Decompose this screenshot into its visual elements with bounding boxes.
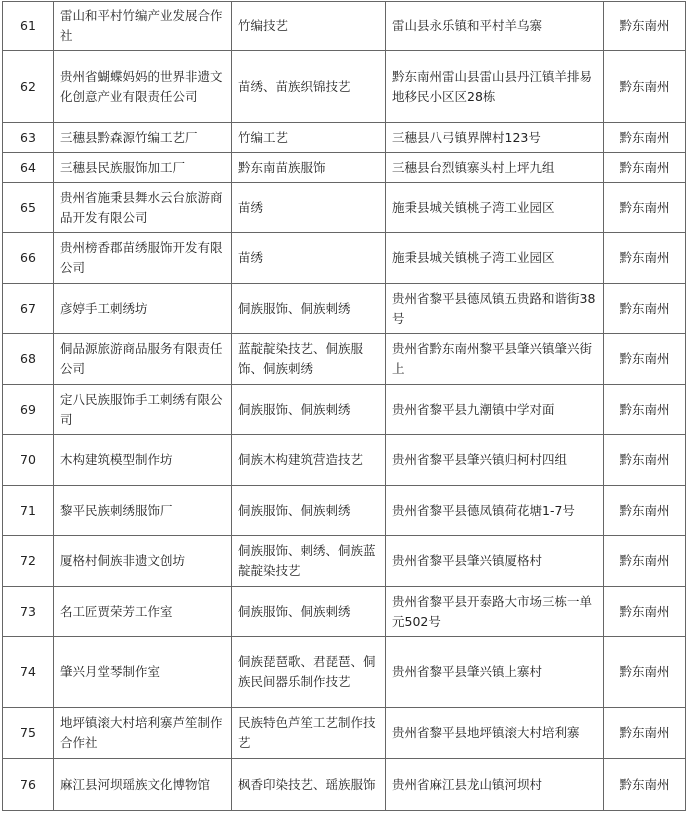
craft-category-cell: 苗绣、苗族织锦技艺 — [232, 51, 386, 123]
row-number-cell: 61 — [3, 2, 54, 51]
enterprise-name-cell: 彦婷手工刺绣坊 — [54, 284, 232, 334]
craft-category-cell: 蓝靛靛染技艺、侗族服饰、侗族刺绣 — [232, 334, 386, 385]
row-number-cell: 73 — [3, 587, 54, 637]
enterprise-name-cell: 麻江县河坝瑶族文化博物馆 — [54, 759, 232, 811]
table-row — [3, 233, 686, 284]
enterprise-name-cell: 贵州榜香郡苗绣服饰开发有限公司 — [54, 233, 232, 284]
table-row — [3, 284, 686, 334]
craft-category-cell: 民族特色芦笙工艺制作技艺 — [232, 708, 386, 759]
table-row — [3, 153, 686, 183]
enterprise-name-cell: 侗品源旅游商品服务有限责任公司 — [54, 334, 232, 385]
enterprise-name-cell: 三穗县民族服饰加工厂 — [54, 153, 232, 183]
address-cell: 施秉县城关镇桃子湾工业园区 — [386, 183, 604, 233]
row-number-cell: 65 — [3, 183, 54, 233]
address-cell: 贵州省黎平县九潮镇中学对面 — [386, 385, 604, 435]
address-cell: 雷山县永乐镇和平村羊乌寨 — [386, 2, 604, 51]
row-number-cell: 70 — [3, 435, 54, 486]
row-number-cell: 76 — [3, 759, 54, 811]
prefecture-cell: 黔东南州 — [604, 385, 686, 435]
row-number-cell: 64 — [3, 153, 54, 183]
table-row — [3, 385, 686, 435]
row-number-cell: 67 — [3, 284, 54, 334]
prefecture-cell: 黔东南州 — [604, 183, 686, 233]
table-row — [3, 183, 686, 233]
row-number-cell: 68 — [3, 334, 54, 385]
prefecture-cell: 黔东南州 — [604, 334, 686, 385]
address-cell: 施秉县城关镇桃子湾工业园区 — [386, 233, 604, 284]
address-cell: 贵州省黎平县德凤镇五贵路和谐街38号 — [386, 284, 604, 334]
prefecture-cell: 黔东南州 — [604, 123, 686, 153]
craft-category-cell: 竹编工艺 — [232, 123, 386, 153]
prefecture-cell: 黔东南州 — [604, 759, 686, 811]
prefecture-cell: 黔东南州 — [604, 51, 686, 123]
craft-category-cell: 侗族服饰、侗族刺绣 — [232, 385, 386, 435]
table-row — [3, 334, 686, 385]
enterprise-name-cell: 雷山和平村竹编产业发展合作社 — [54, 2, 232, 51]
address-cell: 贵州省黎平县德凤镇荷花塘1-7号 — [386, 486, 604, 536]
table-row — [3, 51, 686, 123]
craft-category-cell: 苗绣 — [232, 233, 386, 284]
prefecture-cell: 黔东南州 — [604, 233, 686, 284]
table-row — [3, 637, 686, 708]
enterprise-name-cell: 黎平民族刺绣服饰厂 — [54, 486, 232, 536]
address-cell: 贵州省黎平县肇兴镇厦格村 — [386, 536, 604, 587]
enterprise-name-cell: 贵州省蝴蝶妈妈的世界非遗文化创意产业有限责任公司 — [54, 51, 232, 123]
craft-category-cell: 侗族服饰、侗族刺绣 — [232, 587, 386, 637]
address-cell: 贵州省麻江县龙山镇河坝村 — [386, 759, 604, 811]
craft-category-cell: 竹编技艺 — [232, 2, 386, 51]
prefecture-cell: 黔东南州 — [604, 486, 686, 536]
prefecture-cell: 黔东南州 — [604, 587, 686, 637]
enterprise-table — [2, 1, 686, 811]
craft-category-cell: 黔东南苗族服饰 — [232, 153, 386, 183]
craft-category-cell: 侗族木构建筑营造技艺 — [232, 435, 386, 486]
table-row — [3, 587, 686, 637]
craft-category-cell: 枫香印染技艺、瑶族服饰 — [232, 759, 386, 811]
enterprise-name-cell: 定八民族服饰手工刺绣有限公司 — [54, 385, 232, 435]
table-row — [3, 123, 686, 153]
row-number-cell: 72 — [3, 536, 54, 587]
address-cell: 三穗县八弓镇界牌村123号 — [386, 123, 604, 153]
craft-category-cell: 侗族服饰、侗族刺绣 — [232, 486, 386, 536]
table-row — [3, 435, 686, 486]
enterprise-name-cell: 肇兴月堂琴制作室 — [54, 637, 232, 708]
prefecture-cell: 黔东南州 — [604, 637, 686, 708]
enterprise-name-cell: 厦格村侗族非遗文创坊 — [54, 536, 232, 587]
table-row — [3, 486, 686, 536]
row-number-cell: 75 — [3, 708, 54, 759]
enterprise-name-cell: 地坪镇滚大村培利寨芦笙制作合作社 — [54, 708, 232, 759]
craft-category-cell: 侗族服饰、刺绣、侗族蓝靛靛染技艺 — [232, 536, 386, 587]
prefecture-cell: 黔东南州 — [604, 435, 686, 486]
craft-category-cell: 侗族琵琶歌、君琵琶、侗族民间器乐制作技艺 — [232, 637, 386, 708]
enterprise-name-cell: 贵州省施秉县舞水云台旅游商品开发有限公司 — [54, 183, 232, 233]
address-cell: 贵州省黎平县开泰路大市场三栋一单元502号 — [386, 587, 604, 637]
address-cell: 三穗县台烈镇寨头村上坪九组 — [386, 153, 604, 183]
address-cell: 贵州省黎平县肇兴镇上寨村 — [386, 637, 604, 708]
prefecture-cell: 黔东南州 — [604, 536, 686, 587]
row-number-cell: 66 — [3, 233, 54, 284]
enterprise-name-cell: 木构建筑模型制作坊 — [54, 435, 232, 486]
table-row — [3, 536, 686, 587]
address-cell: 贵州省黔东南州黎平县肇兴镇肇兴街上 — [386, 334, 604, 385]
craft-category-cell: 苗绣 — [232, 183, 386, 233]
table-row — [3, 2, 686, 51]
row-number-cell: 62 — [3, 51, 54, 123]
table-row — [3, 759, 686, 811]
row-number-cell: 69 — [3, 385, 54, 435]
prefecture-cell: 黔东南州 — [604, 284, 686, 334]
table-row — [3, 708, 686, 759]
row-number-cell: 74 — [3, 637, 54, 708]
address-cell: 黔东南州雷山县雷山县丹江镇羊排易地移民小区区28栋 — [386, 51, 604, 123]
craft-category-cell: 侗族服饰、侗族刺绣 — [232, 284, 386, 334]
prefecture-cell: 黔东南州 — [604, 153, 686, 183]
enterprise-name-cell: 名工匠贾荣芳工作室 — [54, 587, 232, 637]
enterprise-name-cell: 三穗县黔森源竹编工艺厂 — [54, 123, 232, 153]
row-number-cell: 63 — [3, 123, 54, 153]
address-cell: 贵州省黎平县肇兴镇归柯村四组 — [386, 435, 604, 486]
row-number-cell: 71 — [3, 486, 54, 536]
prefecture-cell: 黔东南州 — [604, 708, 686, 759]
prefecture-cell: 黔东南州 — [604, 2, 686, 51]
table-body — [3, 2, 686, 811]
address-cell: 贵州省黎平县地坪镇滚大村培利寨 — [386, 708, 604, 759]
